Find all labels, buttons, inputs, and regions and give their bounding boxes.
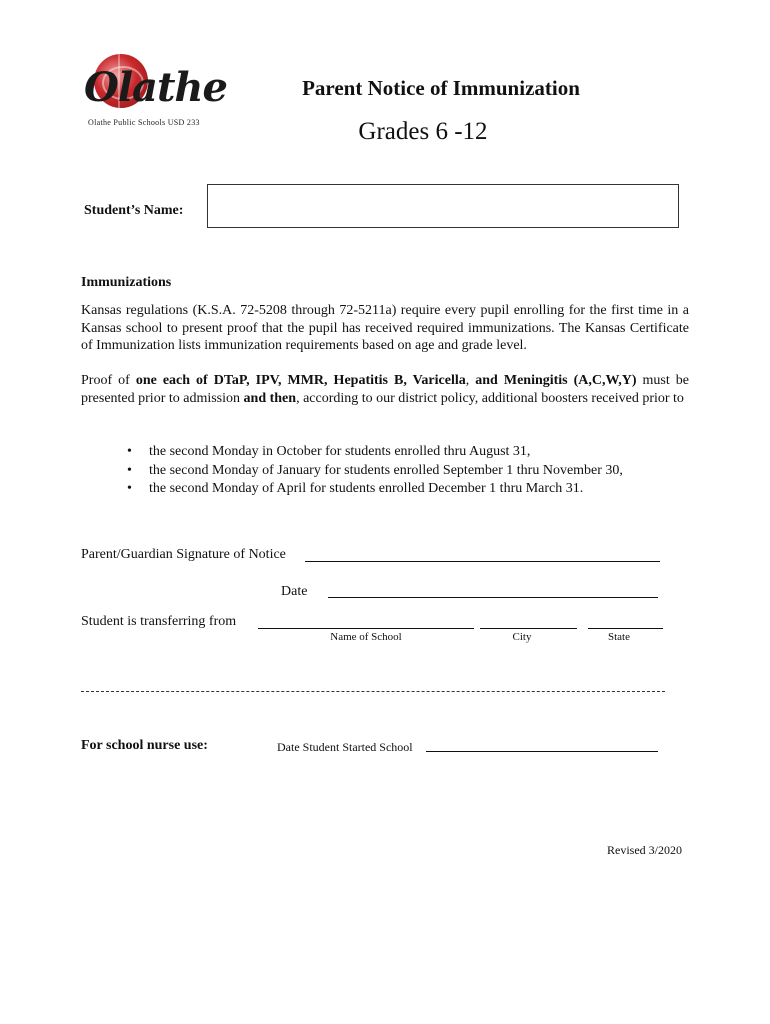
school-name-field[interactable]: [258, 628, 474, 629]
school-caption: Name of School: [330, 631, 402, 643]
dashed-divider: [81, 691, 665, 692]
proof-comma: ,: [465, 373, 476, 388]
proof-middle: must be presented prior to admission: [81, 373, 690, 406]
student-name-label: Student’s Name:: [84, 203, 184, 218]
page-title: Parent Notice of Immunization: [302, 76, 580, 100]
logo-wordmark: Olathe: [84, 64, 227, 111]
regulations-paragraph: Kansas regulations (K.S.A. 72-5208 through 72-5211a) require every pupil enrolling for the first time in a Kansas school to present proof that the pupil has received required immunizations. The Kansas Certificate of Immunization lists immunization requirements based on age and grade level.: [81, 303, 689, 353]
list-item: • the second Monday of January for students enrolled September 1 thru November 30,: [127, 462, 623, 481]
list-item: • the second Monday in October for students enrolled thru August 31,: [127, 443, 623, 462]
date-started-label: Date Student Started School: [277, 740, 413, 754]
state-caption: State: [608, 631, 630, 643]
date-started-field[interactable]: [426, 751, 658, 752]
date-label: Date: [281, 584, 308, 599]
list-item: • the second Monday of April for students enrolled December 1 thru March 31.: [127, 480, 623, 499]
meningitis-text: and Meningitis (A,C,W,Y): [475, 373, 637, 388]
proof-paragraph: [81, 372, 689, 407]
grades-subtitle: Grades 6 -12: [358, 118, 488, 145]
city-field[interactable]: [480, 628, 577, 629]
proof-prefix: Proof of: [81, 373, 136, 388]
signature-label: Parent/Guardian Signature of Notice: [81, 547, 286, 562]
nurse-use-label: For school nurse use:: [81, 738, 208, 753]
student-name-field[interactable]: [207, 184, 679, 228]
city-caption: City: [512, 631, 532, 643]
immunizations-heading: Immunizations: [81, 275, 172, 290]
booster-deadlines-list: [127, 443, 623, 499]
logo-subtitle: Olathe Public Schools USD 233: [88, 118, 200, 127]
proof-suffix: , according to our district policy, additional boosters received prior to: [296, 390, 684, 406]
signature-field[interactable]: [305, 561, 660, 562]
transfer-label: Student is transferring from: [81, 614, 237, 629]
state-field[interactable]: [588, 628, 663, 629]
date-field[interactable]: [328, 597, 658, 598]
revised-date: Revised 3/2020: [607, 843, 682, 857]
vaccine-list: one each of DTaP, IPV, MMR, Hepatitis B, Varicella: [135, 373, 466, 388]
and-then-text: and then: [243, 390, 297, 406]
